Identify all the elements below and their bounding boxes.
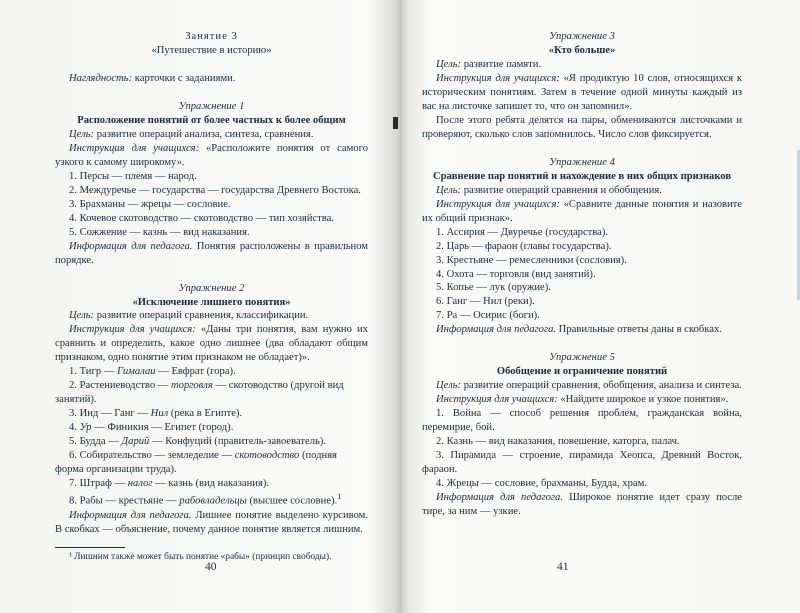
exercise-4-goal: Цель: развитие операций сравнения и обобщения. <box>436 184 662 196</box>
exercise-5-goal: Цель: развитие операций сравнения, обобщения, анализа и синтеза. <box>436 380 742 392</box>
list-item: 5. Будда — Дарий — Конфуций (правитель-завоеватель). <box>69 436 327 448</box>
exercise-1-goal: Цель: развитие операций анализа, синтеза, сравнения. <box>69 128 314 140</box>
exercise-2-instruction: Инструкция для учащихся: «Даны три понятия, вам нужно их сравнить и определить, какое одно лишнее (два обладают общим признаком, одно понятие этим признаком не обладает)». <box>55 324 368 364</box>
list-item: 5. Копье — лук (оружие). <box>436 282 551 294</box>
list-item: 2. Царь — фараон (главы государства). <box>436 240 612 252</box>
list-item: 4. Кочевое скотоводство — скотоводство — тип хозяйства. <box>69 212 334 224</box>
exercise-1-title: Упражнение 1 <box>178 100 245 112</box>
footnote-divider <box>55 547 125 548</box>
list-item: 2. Казнь — вид наказания, повешение, каторга, палач. <box>436 436 680 448</box>
list-item: 1. Персы — племя — народ. <box>69 170 197 182</box>
exercise-3-after: После этого ребята делятся на пары, обмениваются листочками и проверяют, сколько слов запомнилось. Число слов фиксируется. <box>422 114 742 140</box>
visual-aids: Наглядность: карточки с заданиями. <box>69 72 236 84</box>
exercise-2-heading: «Исключение лишнего понятия» <box>132 296 291 308</box>
right-page <box>402 0 800 613</box>
list-item: 8. Рабы — крестьяне — рабовладельцы (высшее сословие).$^1$ <box>69 491 342 507</box>
footnote: ¹ Лишним также может быть понятие «рабы» (принцип свободы). <box>69 551 332 562</box>
list-item: 3. Брахманы — жрецы — сословие. <box>69 198 231 210</box>
list-item: 3. Пирамида — строение, пирамида Хеопса, Древний Восток, фараон. <box>422 450 742 476</box>
exercise-2-goal: Цель: развитие операций сравнения, классификации. <box>69 310 309 322</box>
list-item: 5. Сожжение — казнь — вид наказания. <box>69 226 250 238</box>
exercise-5-instruction: Инструкция для учащихся: «Найдите широкое и узкое понятия». <box>436 394 729 406</box>
exercise-3-goal: Цель: развитие памяти. <box>436 58 542 70</box>
exercise-4-title: Упражнение 4 <box>549 156 615 168</box>
list-item: 2. Растениеводство — торговля — скотоводство (другой вид занятий). <box>55 380 344 406</box>
exercise-4-teacher-info: Информация для педагога. Правильные ответы даны в скобках. <box>436 324 722 336</box>
list-item: 6. Ганг — Нил (реки). <box>436 296 535 308</box>
exercise-4-instruction: Инструкция для учащихся: «Сравните данные понятия и назовите их общий признак». <box>422 198 742 224</box>
lesson-subtitle: «Путешествие в историю» <box>151 44 272 56</box>
exercise-2-title: Упражнение 2 <box>178 282 245 294</box>
left-page <box>0 0 398 613</box>
list-item: 7. Штраф — налог — казнь (вид наказания). <box>69 478 270 490</box>
exercise-5-title: Упражнение 5 <box>549 352 615 364</box>
footnote-ref: 1 <box>337 491 342 502</box>
list-item: 1. Ассирия — Двуречье (государства). <box>436 226 609 238</box>
list-item: 4. Ур — Финикия — Египет (город). <box>69 422 234 434</box>
exercise-3-instruction: Инструкция для учащихся: «Я продиктую 10 слов, относящихся к историческим понятиям. Затем в течение одной минуты каждый из вас на листочке запишет то, что он запомнил». <box>422 72 742 112</box>
exercise-1-teacher-info: Информация для педагога. Понятия расположены в правильном порядке. <box>55 240 368 266</box>
list-item: 7. Ра — Осирис (боги). <box>436 310 540 322</box>
list-item: 1. Тигр — Гималаи — Евфрат (гора). <box>69 366 236 378</box>
exercise-3-title: Упражнение 3 <box>549 31 615 42</box>
exercise-3-heading: «Кто больше» <box>548 44 616 56</box>
exercise-1-instruction: Инструкция для учащихся: «Расположите понятия от самого узкого к самому широкому». <box>55 142 368 168</box>
exercise-4-heading: Сравнение пар понятий и нахождение в них общих признаков <box>432 170 732 182</box>
exercise-1-heading: Расположение понятий от более частных к более общим <box>77 114 346 126</box>
exercise-2-teacher-info: Информация для педагога. Лишнее понятие выделено курсивом. В скобках — объяснение, почему данное понятие является лишним. <box>55 509 368 535</box>
exercise-5-heading: Обобщение и ограничение понятий <box>496 366 668 378</box>
book-gutter <box>400 0 401 613</box>
list-item: 4. Охота — торговля (вид занятий). <box>436 268 596 280</box>
lesson-title: Занятие 3 <box>185 31 238 42</box>
page-number-left: 40 <box>205 560 217 573</box>
page-number-right: 41 <box>557 560 569 573</box>
list-item: 1. Война — способ решения проблем, гражданская война, перемирие, бой. <box>422 408 742 434</box>
list-item: 6. Собирательство — земледелие — скотоводство (подняя форма организации труда). <box>55 450 337 476</box>
list-item: 2. Междуречье — государства — государства Древнего Востока. <box>69 184 361 196</box>
exercise-5-teacher-info: Информация для педагога. Широкое понятие идет сразу после тире, за ним — узкие. <box>422 492 742 517</box>
list-item: 3. Крестьяне — ремесленники (сословия). <box>436 254 627 266</box>
list-item: 4. Жрецы — сословие, брахманы, Будда, храм. <box>436 478 647 490</box>
list-item: 3. Инд — Ганг — Нил (река в Египте). <box>69 408 243 420</box>
